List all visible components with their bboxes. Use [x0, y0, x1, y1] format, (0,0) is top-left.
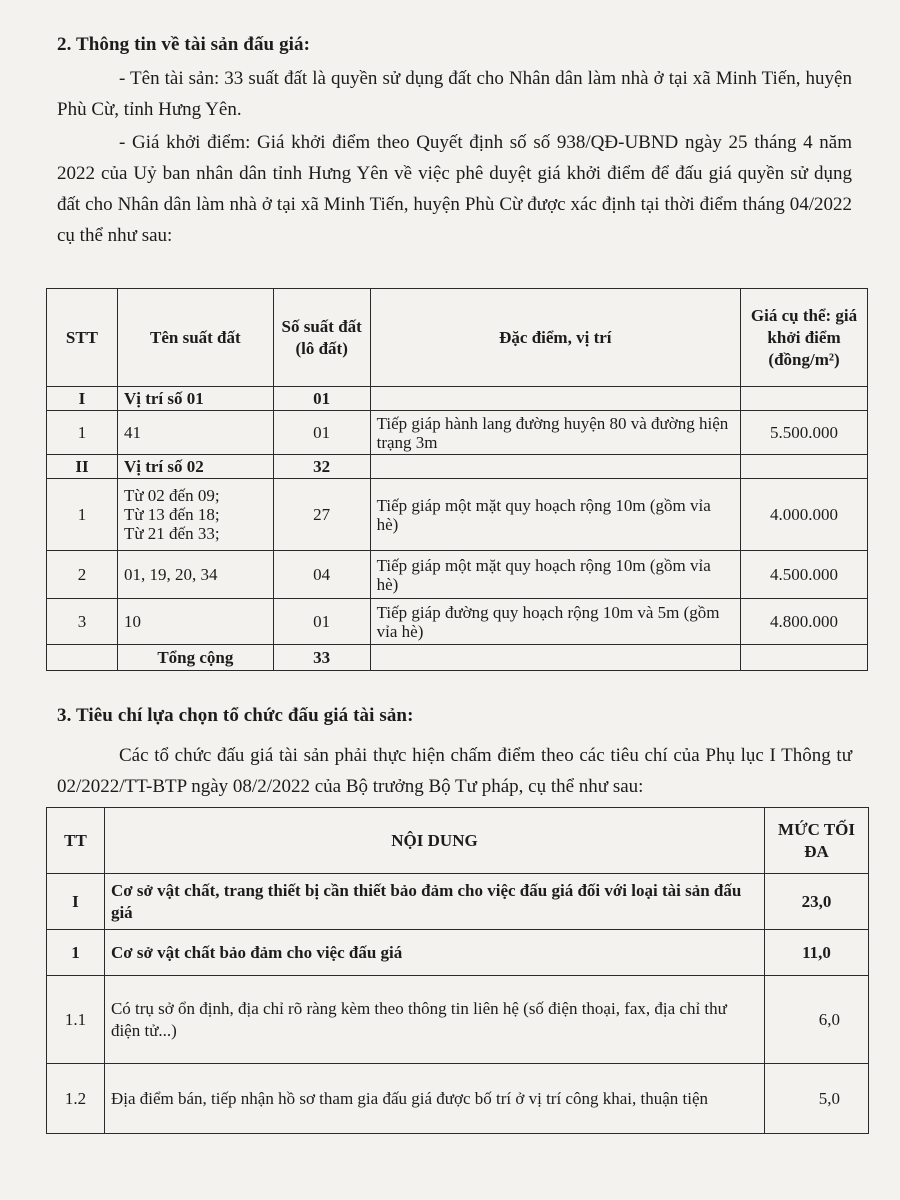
table-header-row [47, 808, 869, 874]
table-row [47, 411, 868, 455]
cell-count: 04 [273, 551, 370, 599]
cell-location: Tiếp giáp hành lang đường huyện 80 và đường hiện trạng 3m [370, 411, 740, 455]
header-tt: TT [47, 808, 105, 874]
cell-count: 01 [273, 387, 370, 411]
cell-stt: II [47, 455, 118, 479]
header-location: Đặc điểm, vị trí [370, 289, 740, 387]
cell-location [370, 455, 740, 479]
cell-content: Địa điểm bán, tiếp nhận hồ sơ tham gia đấu giá được bố trí ở vị trí công khai, thuận tiện [104, 1064, 764, 1134]
cell-price: 4.000.000 [741, 479, 868, 551]
cell-location [370, 387, 740, 411]
cell-stt: 1 [47, 479, 118, 551]
cell-name: 01, 19, 20, 34 [117, 551, 273, 599]
cell-max: 11,0 [765, 930, 869, 976]
name-line: Từ 02 đến 09; [123, 486, 220, 505]
cell-content: Cơ sở vật chất, trang thiết bị cần thiết bảo đảm cho việc đấu giá đối với loại tài sản đấu giá [104, 874, 764, 930]
cell-price: 4.500.000 [741, 551, 868, 599]
cell-max: 6,0 [765, 976, 869, 1064]
cell-price [741, 645, 868, 671]
table-row [47, 599, 868, 645]
table-row [47, 976, 869, 1064]
asset-name-paragraph: - Tên tài sản: 33 suất đất là quyền sử dụng đất cho Nhân dân làm nhà ở tại xã Minh Tiến, huyện Phù Cừ, tỉnh Hưng Yên. [57, 68, 852, 120]
header-max: MỨC TỐI ĐA [765, 808, 869, 874]
cell-name: 41 [117, 411, 273, 455]
cell-price [741, 387, 868, 411]
header-price: Giá cụ thể: giá khởi điểm (đồng/m²) [741, 289, 868, 387]
cell-stt [47, 645, 118, 671]
table-row [47, 387, 868, 411]
header-stt: STT [47, 289, 118, 387]
cell-tt: 1.2 [47, 1064, 105, 1134]
cell-price: 4.800.000 [741, 599, 868, 645]
cell-max: 23,0 [765, 874, 869, 930]
table-header-row [47, 289, 868, 387]
cell-name: Vị trí số 02 [117, 455, 273, 479]
table-row [47, 874, 869, 930]
section-2-heading: 2. Thông tin về tài sản đấu giá: [57, 34, 311, 55]
starting-price-paragraph: - Giá khởi điểm: Giá khởi điểm theo Quyết định số số 938/QĐ-UBND ngày 25 tháng 4 năm 2022 của Uỷ ban nhân dân tỉnh Hưng Yên về việc phê duyệt giá khởi điểm để đấu giá quyền sử dụng đất cho Nhân dân làm nhà ở tại xã Minh Tiến, huyện Phù Cừ được xác định tại thời điểm tháng 04/2022 cụ thể như sau: [57, 132, 852, 246]
total-count: 33 [273, 645, 370, 671]
header-content: NỘI DUNG [104, 808, 764, 874]
cell-content: Có trụ sở ổn định, địa chỉ rõ ràng kèm theo thông tin liên hệ (số điện thoại, fax, địa chỉ thư điện tử...) [104, 976, 764, 1064]
cell-stt: I [47, 387, 118, 411]
cell-count: 01 [273, 599, 370, 645]
name-line: Từ 21 đến 33; [123, 524, 220, 543]
cell-content: Cơ sở vật chất bảo đảm cho việc đấu giá [104, 930, 764, 976]
cell-location: Tiếp giáp một mặt quy hoạch rộng 10m (gồm vỉa hè) [370, 551, 740, 599]
cell-location: Tiếp giáp đường quy hoạch rộng 10m và 5m (gồm vỉa hè) [370, 599, 740, 645]
cell-tt: 1.1 [47, 976, 105, 1064]
total-label: Tổng cộng [117, 645, 273, 671]
cell-name: 10 [117, 599, 273, 645]
table-row [47, 1064, 869, 1134]
cell-tt: I [47, 874, 105, 930]
criteria-intro-paragraph: Các tổ chức đấu giá tài sản phải thực hiện chấm điểm theo các tiêu chí của Phụ lục I Thông tư 02/2022/TT-BTP ngày 08/2/2022 của Bộ trưởng Bộ Tư pháp, cụ thể như sau: [57, 745, 852, 797]
header-count: Số suất đất (lô đất) [273, 289, 370, 387]
cell-name [117, 479, 273, 551]
table-total-row [47, 645, 868, 671]
cell-stt: 1 [47, 411, 118, 455]
cell-price [741, 455, 868, 479]
cell-stt: 3 [47, 599, 118, 645]
table-row [47, 479, 868, 551]
header-name: Tên suất đất [117, 289, 273, 387]
cell-price: 5.500.000 [741, 411, 868, 455]
cell-location [370, 645, 740, 671]
cell-tt: 1 [47, 930, 105, 976]
cell-count: 01 [273, 411, 370, 455]
cell-count: 27 [273, 479, 370, 551]
criteria-table [46, 807, 869, 1134]
cell-count: 32 [273, 455, 370, 479]
table-row [47, 930, 869, 976]
cell-stt: 2 [47, 551, 118, 599]
cell-location: Tiếp giáp một mặt quy hoạch rộng 10m (gồm vỉa hè) [370, 479, 740, 551]
cell-name: Vị trí số 01 [117, 387, 273, 411]
table-row [47, 455, 868, 479]
land-price-table [46, 288, 868, 671]
name-line: Từ 13 đến 18; [123, 505, 220, 524]
cell-max: 5,0 [765, 1064, 869, 1134]
section-3-heading: 3. Tiêu chí lựa chọn tổ chức đấu giá tài sản: [57, 705, 414, 726]
table-row [47, 551, 868, 599]
